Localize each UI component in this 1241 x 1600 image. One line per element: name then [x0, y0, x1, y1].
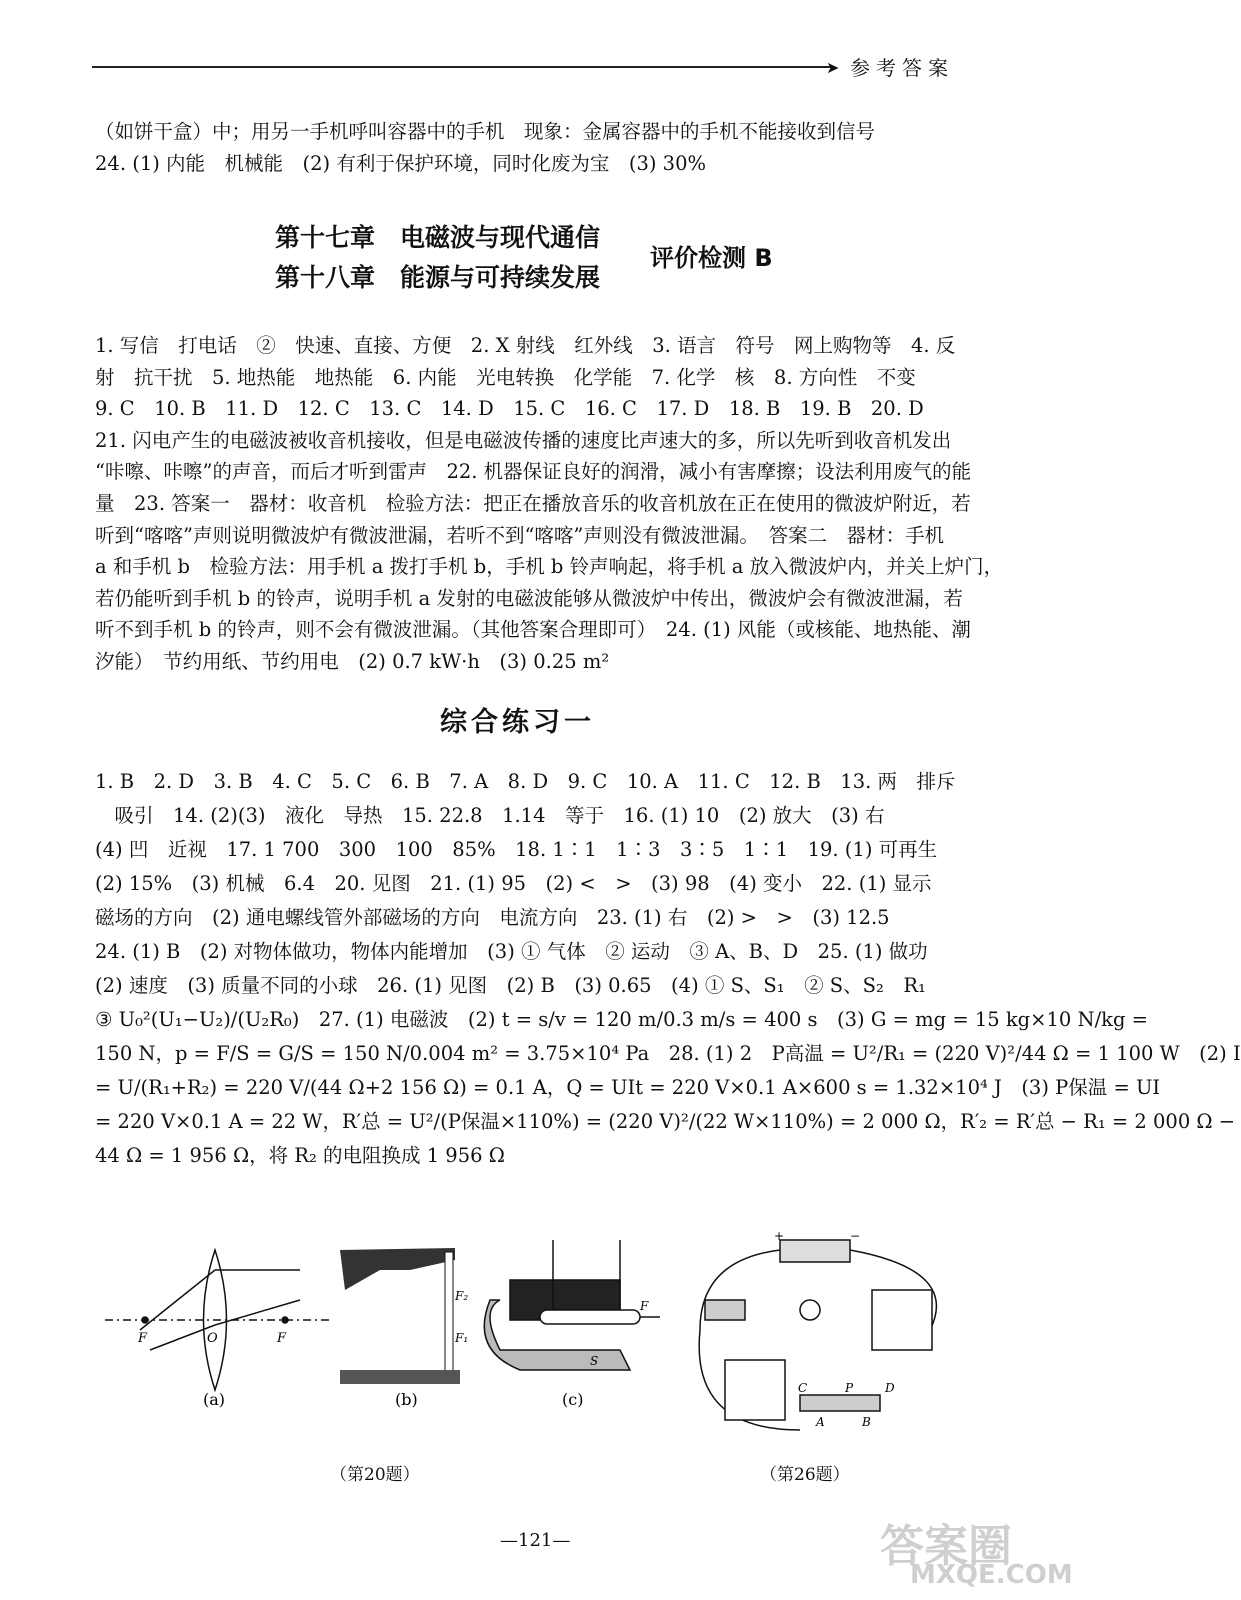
label-b: (b) — [395, 1390, 418, 1409]
bulb — [800, 1300, 820, 1320]
finger — [340, 1248, 455, 1290]
label-f-right: F — [277, 1331, 287, 1346]
text-line: 1. 写信 打电话 ② 快速、直接、方便 2. X 射线 红外线 3. 语言 符号 网上购物等 4. 反 — [95, 334, 956, 357]
finger-diagram — [340, 1248, 460, 1384]
label-f-c: F — [640, 1299, 649, 1313]
ground — [340, 1370, 460, 1384]
figures-area — [0, 1230, 1091, 1530]
label-f-left: F — [138, 1331, 148, 1346]
label-p-node: P — [845, 1381, 854, 1395]
answers-z-block — [95, 765, 1241, 1173]
text-line: = U/(R₁+R₂) = 220 V/(44 Ω+2 156 Ω) = 0.1 A，Q = UIt = 220 V×0.1 A×600 s = 1.32×10⁴ J (3) P保温 = UI — [95, 1076, 1161, 1099]
text-line: 磁场的方向 (2) 通电螺线管外部磁场的方向 电流方向 23. (1) 右 (2) > > (3) 12.5 — [95, 906, 890, 929]
label-a-node: A — [816, 1415, 825, 1429]
text-line: ③ U₀²(U₁−U₂)/(U₂R₀) 27. (1) 电磁波 (2) t = s/v = 120 m/0.3 m/s = 400 s (3) G = mg = 15 kg×10 N/kg = — [95, 1008, 1148, 1031]
text-line: 吸引 14. (2)(3) 液化 导热 15. 22.8 1.14 等于 16. (1) 10 (2) 放大 (3) 右 — [95, 804, 885, 827]
label-b-node: B — [862, 1415, 871, 1429]
magnet-diagram — [484, 1240, 660, 1370]
text-line: （如饼干盒）中；用另一手机呼叫容器中的手机 现象：金属容器中的手机不能接收到信号 — [95, 120, 876, 143]
chapter-title-18: 第十八章 能源与可持续发展 — [275, 263, 601, 292]
evaluation-title: 评价检测 B — [650, 244, 773, 272]
text-line: 汐能） 节约用纸、节约用电 (2) 0.7 kW·h (3) 0.25 m² — [95, 649, 610, 673]
meter-2 — [725, 1360, 785, 1420]
block — [445, 1252, 453, 1372]
rheostat — [800, 1395, 880, 1411]
circuit-diagram — [699, 1240, 936, 1430]
label-plus: + — [774, 1229, 785, 1243]
chapter-title-17: 第十七章 电磁波与现代通信 — [275, 223, 601, 252]
label-f2: F₂ — [455, 1289, 469, 1303]
header-rule — [92, 66, 832, 68]
text-line: 听到“喀喀”声则说明微波炉有微波泄漏，若听不到“喀喀”声则没有微波泄漏。 答案二 器材：手机 — [95, 523, 945, 547]
text-line: 听不到手机 b 的铃声，则不会有微波泄漏。（其他答案合理即可） 24. (1) 风能（或核能、地热能、潮 — [95, 618, 971, 642]
label-minus: − — [850, 1229, 861, 1243]
page-number: —121— — [500, 1530, 571, 1551]
switch — [705, 1300, 745, 1320]
text-line: 射 抗干扰 5. 地热能 地热能 6. 内能 光电转换 化学能 7. 化学 核 8. 方向性 不变 — [95, 365, 916, 389]
header-title: 参考答案 — [850, 56, 954, 80]
label-f1: F₁ — [455, 1331, 469, 1345]
text-line: “咔嚓、咔嚓”的声音，而后才听到雷声 22. 机器保证良好的润滑，减小有害摩擦；设法利用废气的能 — [95, 460, 972, 484]
text-line: 量 23. 答案一 器材：收音机 检验方法：把正在播放音乐的收音机放在正在使用的微波炉附近，若 — [95, 491, 971, 515]
fig26-caption: （第26题） — [760, 1465, 850, 1485]
intro-block — [95, 116, 975, 179]
fig20-caption: （第20题） — [330, 1465, 420, 1485]
focus-right — [282, 1317, 288, 1323]
text-line: 44 Ω = 1 956 Ω，将 R₂ 的电阻换成 1 956 Ω — [95, 1144, 505, 1167]
label-c-node: C — [798, 1381, 808, 1395]
text-line: = 220 V×0.1 A = 22 W，R′总 = U²/(P保温×110%) = (220 V)²/(22 W×110%) = 2 000 Ω，R′₂ = R′总 − R₁ = 2 000 Ω − — [95, 1110, 1236, 1133]
header-arrow-icon: ➤ — [826, 58, 840, 77]
text-line: 若仍能听到手机 b 的铃声，说明手机 a 发射的电磁波能够从微波炉中传出，微波炉会有微波泄漏，若 — [95, 586, 963, 610]
lens-diagram — [105, 1250, 330, 1390]
text-line: 24. (1) 内能 机械能 (2) 有利于保护环境，同时化废为宝 (3) 30% — [95, 151, 707, 175]
text-line: (4) 凹 近视 17. 1 700 300 100 85% 18. 1∶1 1∶3 3∶5 1∶1 19. (1) 可再生 — [95, 838, 938, 861]
text-line: 24. (1) B (2) 对物体做功，物体内能增加 (3) ① 气体 ② 运动 ③ A、B、D 25. (1) 做功 — [95, 940, 928, 963]
answers-b-block — [95, 330, 1004, 678]
battery — [780, 1240, 850, 1262]
text-line: 9. C 10. B 11. D 12. C 13. C 14. D 15. C 16. C 17. D 18. B 19. B 20. D — [95, 397, 924, 421]
label-o: O — [207, 1331, 218, 1346]
text-line: (2) 15% (3) 机械 6.4 20. 见图 21. (1) 95 (2) < > (3) 98 (4) 变小 22. (1) 显示 — [95, 872, 932, 895]
meter-1 — [872, 1290, 932, 1350]
figures-svg — [0, 1230, 1091, 1530]
text-line: 21. 闪电产生的电磁波被收音机接收，但是电磁波传播的速度比声速大的多，所以先听到收音机发出 — [95, 428, 952, 452]
text-line: 1. B 2. D 3. B 4. C 5. C 6. B 7. A 8. D 9. C 10. A 11. C 12. B 13. 两 排斥 — [95, 770, 956, 793]
label-a: (a) — [203, 1390, 226, 1409]
watermark-logo: 答案圈 — [880, 1521, 1012, 1572]
label-d-node: D — [885, 1381, 895, 1395]
label-s: S — [590, 1354, 599, 1368]
focus-left — [142, 1317, 148, 1323]
watermark-url: MXQE.COM — [910, 1560, 1073, 1590]
rod — [540, 1310, 640, 1324]
section-title: 综合练习一 — [440, 707, 595, 738]
text-line: (2) 速度 (3) 质量不同的小球 26. (1) 见图 (2) B (3) 0.65 (4) ① S、S₁ ② S、S₂ R₁ — [95, 974, 926, 997]
label-c: (c) — [562, 1390, 584, 1409]
text-line: 150 N，p = F/S = G/S = 150 N/0.004 m² = 3.75×10⁴ Pa 28. (1) 2 P高温 = U²/R₁ = (220 V)²/44 Ω = 1 100 W (2) I — [95, 1042, 1241, 1065]
text-line: a 和手机 b 检验方法：用手机 a 拨打手机 b，手机 b 铃声响起，将手机 a 放入微波炉内，并关上炉门， — [95, 555, 1004, 579]
